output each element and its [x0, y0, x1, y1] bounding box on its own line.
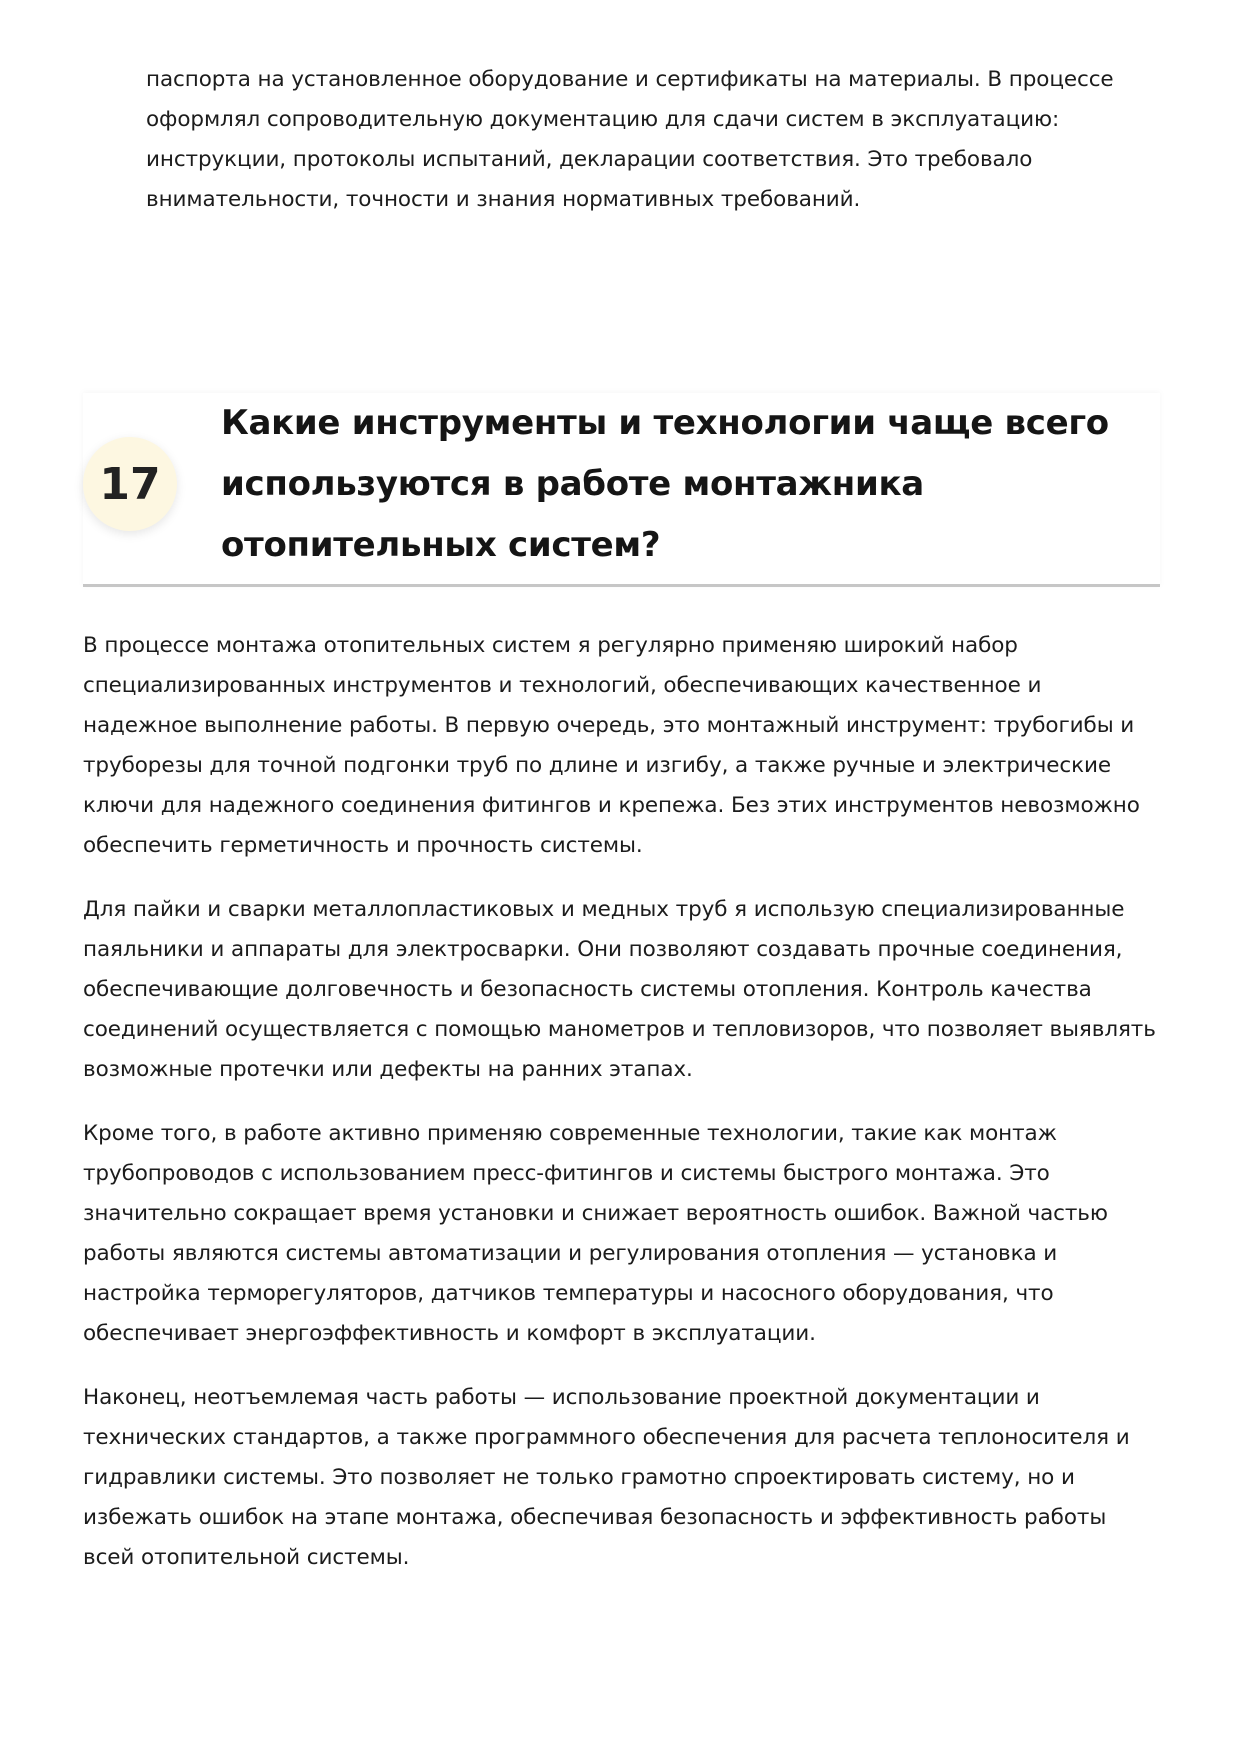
answer-paragraph-1: В процессе монтажа отопительных систем я регулярно применяю широкий набор специализированных инструментов и технологий, обеспечивающих качественное и надежное выполнение работы. В первую очередь, это монтажный инструмент: трубогибы и труборезы для точной подгонки труб по длине и изгибу, а также ручные и электрические ключи для надежного соединения фитингов и крепежа. Без этих инструментов невозможно обеспечить герметичность и прочность системы. — [83, 633, 1140, 858]
question-number-badge: 17 — [83, 437, 177, 531]
question-title: Какие инструменты и технологии чаще всего используются в работе монтажника отопительных систем? — [221, 403, 1109, 565]
answer-paragraph-3: Кроме того, в работе активно применяю современные технологии, такие как монтаж трубопроводов с использованием пресс-фитингов и системы быстрого монтажа. Это значительно сокращает время установки и снижает вероятность ошибок. Важной частью работы являются системы автоматизации и регулирования отопления — установка и настройка терморегуляторов, датчиков температуры и насосного оборудования, что обеспечивает энергоэффективность и комфорт в эксплуатации. — [83, 1121, 1108, 1346]
answer-paragraph-4: Наконец, неотъемлемая часть работы — использование проектной документации и технических стандартов, а также программного обеспечения для расчета теплоносителя и гидравлики системы. Это позволяет не только грамотно спроектировать систему, но и избежать ошибок на этапе монтажа, обеспечивая безопасность и эффективность работы всей отопительной системы. — [83, 1385, 1130, 1570]
answer-body — [83, 626, 1158, 1602]
answer-paragraph-2: Для пайки и сварки металлопластиковых и медных труб я использую специализированные паяльники и аппараты для электросварки. Они позволяют создавать прочные соединения, обеспечивающие долговечность и безопасность системы отопления. Контроль качества соединений осуществляется с помощью манометров и тепловизоров, что позволяет выявлять возможные протечки или дефекты на ранних этапах. — [83, 897, 1156, 1082]
continued-paragraph: паспорта на установленное оборудование и сертификаты на материалы. В процессе оформлял сопроводительную документацию для сдачи систем в эксплуатацию: инструкции, протоколы испытаний, декларации соответствия. Это требовало внимательности, точности и знания нормативных требований. — [146, 67, 1114, 212]
question-header — [83, 393, 1160, 587]
